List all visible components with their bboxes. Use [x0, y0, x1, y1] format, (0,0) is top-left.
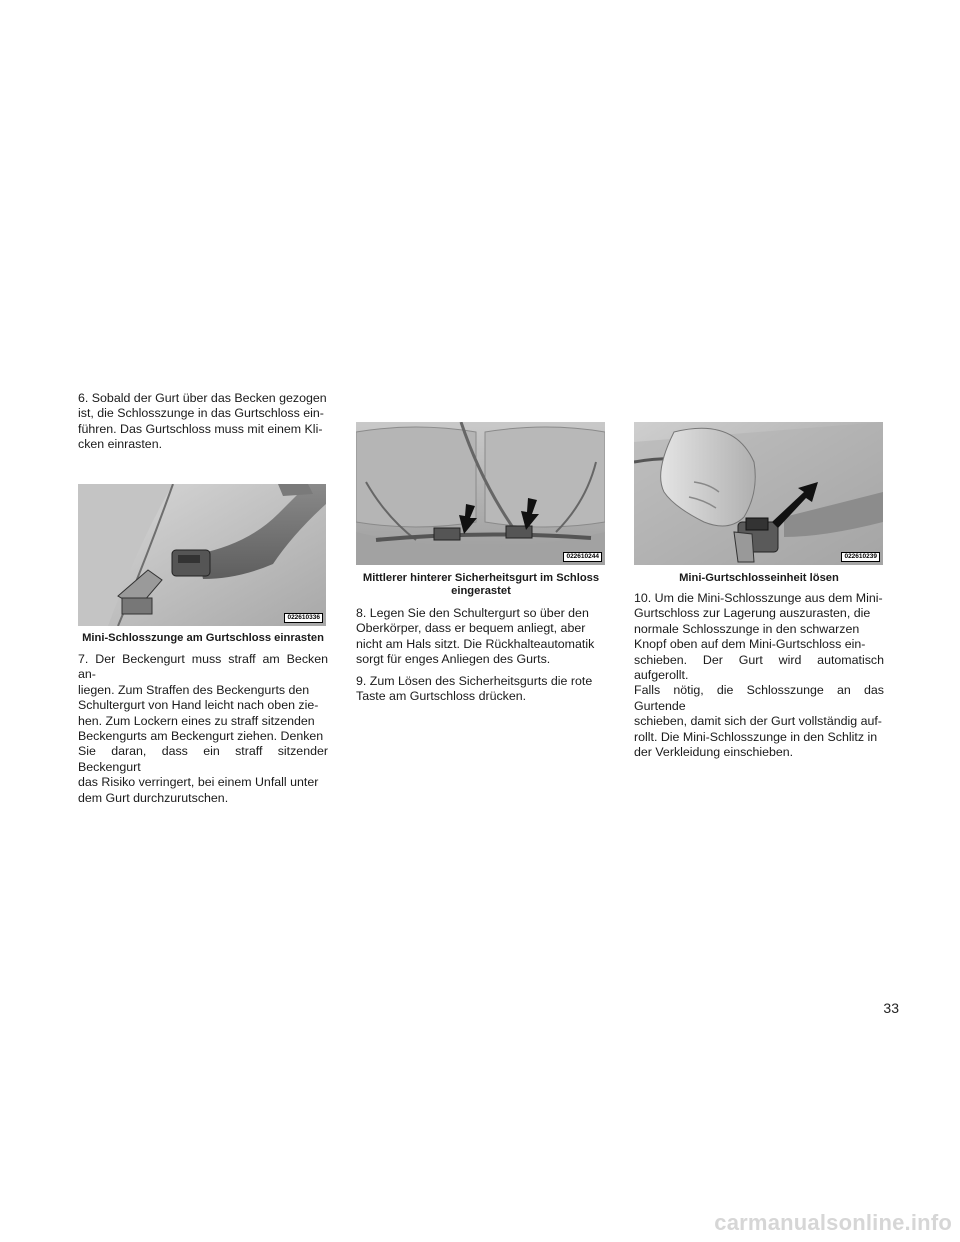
figure-mini-buckle-release — [634, 422, 883, 565]
watermark-logo: carmanualsonline.info — [714, 1210, 952, 1235]
figure-caption: Mini-Schlosszunge am Gurtschloss einrasten — [82, 632, 324, 644]
figure-buckle-latch — [78, 484, 326, 626]
figure-center-belt — [356, 422, 605, 565]
step-9-text: 9. Zum Lösen des Sicherheitsgurts die rote Taste am Gurtschloss drücken. — [356, 674, 593, 704]
page-number: 33 — [883, 1000, 899, 1016]
figure-code: 022610239 — [841, 552, 880, 562]
step-10-text: 10. Um die Mini-Schlosszunge aus dem Mini- Gurtschloss zur Lagerung auszurasten, die normale Schlosszunge in den schwarzen Knopf oben auf dem Mini-Gurtschloss ein- schieben. Der Gurt wird automatisch aufgerollt. Falls nötig, die Schlosszunge an das Gurtende schieben, damit sich der Gurt vollständig auf- rollt. Die Mini-Schlosszunge in den Schlitz in der Verkleidung einschieben. — [634, 591, 884, 760]
step-6-text: 6. Sobald der Gurt über das Becken gezogen ist, die Schlosszunge in das Gurtschloss ein- führen. Das Gurtschloss muss mit einem Kli- cken einrasten. — [78, 391, 327, 452]
center-belt-illustration — [356, 422, 605, 565]
figure-caption: Mini-Gurtschlosseinheit lösen — [679, 572, 839, 584]
step-8-text: 8. Legen Sie den Schultergurt so über den Oberkörper, dass er bequem anliegt, aber nicht am Hals sitzt. Die Rückhalteautomatik sorgt für enges Anliegen des Gurts. — [356, 606, 595, 667]
figure-code: 022610244 — [563, 552, 602, 562]
mini-buckle-release-illustration — [634, 422, 883, 565]
step-7-text: 7. Der Beckengurt muss straff am Becken an- liegen. Zum Straffen des Beckengurts den Schultergurt von Hand leicht nach oben zie- hen. Zum Lockern eines zu straff sitzenden Beckengurts am Beckengurt ziehen. Denken Sie daran, dass ein straff sitzender Beckengurt das Risiko verringert, bei einem Unfall unter dem Gurt durchzurutschen. — [78, 652, 328, 805]
figure-caption: Mittlerer hinterer Sicherheitsgurt im Schloss eingerastet — [362, 572, 600, 597]
figure-code: 022610336 — [284, 613, 323, 623]
seatbelt-buckle-illustration — [78, 484, 326, 626]
